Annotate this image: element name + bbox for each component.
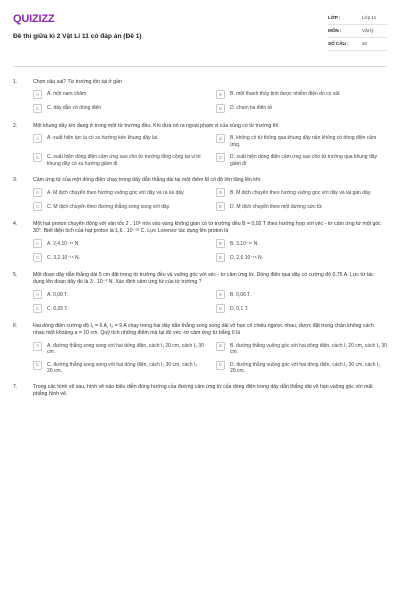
- option-text: C. 3,2.10⁻¹⁵ N.: [47, 254, 81, 261]
- answer-option[interactable]: [216, 202, 387, 212]
- option-text: D. 2,6.10⁻¹⁵ N.: [230, 254, 264, 261]
- answer-option[interactable]: [33, 253, 204, 263]
- question-list: [0, 67, 400, 399]
- question-item: [13, 384, 387, 398]
- question-number: 7.: [13, 384, 18, 391]
- question-number: 2.: [13, 122, 18, 129]
- question-header: [13, 384, 387, 398]
- option-text: D. xuất hiện dòng điện cảm ứng sao cho từ trường qua khung dây giảm đi: [230, 154, 378, 168]
- question-number: 6.: [13, 322, 18, 329]
- meta-row-class: [328, 12, 388, 25]
- option-letter-box[interactable]: A: [33, 90, 42, 99]
- option-letter-box[interactable]: D: [216, 153, 225, 162]
- answer-option[interactable]: [33, 188, 204, 198]
- question-text: Một khung dây kín đang ở trong một từ trường đều. Khi đưa nó ra ngoài phạm vi của vùng có từ trường thì: [33, 122, 279, 129]
- answer-option[interactable]: [33, 290, 204, 300]
- option-letter-box[interactable]: D: [216, 304, 225, 313]
- option-text: D. M dịch chuyển theo một đường sức từ.: [230, 203, 324, 210]
- answer-option[interactable]: [33, 341, 204, 356]
- meta-row-subject: [328, 25, 388, 38]
- answer-option[interactable]: [216, 188, 387, 198]
- answer-option[interactable]: [33, 360, 204, 375]
- option-letter-box[interactable]: C: [33, 253, 42, 262]
- option-text: B. M dịch chuyển theo hướng vuông góc với dây và lại gần dây.: [230, 189, 372, 196]
- question-header: [13, 221, 387, 235]
- answer-option[interactable]: [216, 104, 387, 114]
- option-text: A. một nam châm: [47, 91, 87, 98]
- answer-options: [13, 341, 387, 375]
- option-letter-box[interactable]: D: [216, 202, 225, 211]
- meta-row-question-count: [328, 38, 388, 51]
- answer-option[interactable]: [33, 134, 204, 149]
- question-header: [13, 79, 387, 86]
- document-title: Đề thi giữa kì 2 Vật Lí 11 có đáp án (Đề 1): [13, 32, 142, 40]
- option-letter-box[interactable]: C: [33, 153, 42, 162]
- option-text: C. M dịch chuyển theo đường thẳng song song với dây.: [47, 203, 171, 210]
- question-number: 1.: [13, 78, 18, 85]
- option-text: B. không có từ thông qua khung dây nên không có dòng điện cảm ứng.: [230, 135, 377, 149]
- question-number: 5.: [13, 271, 18, 278]
- option-text: D. 0,1 T.: [230, 305, 249, 312]
- answer-option[interactable]: [216, 90, 387, 100]
- answer-options: [13, 239, 387, 263]
- option-text: A. 0,08 T.: [47, 291, 69, 298]
- question-item: [13, 272, 387, 314]
- option-letter-box[interactable]: B: [216, 134, 225, 143]
- meta-value: Vật lý: [362, 27, 374, 33]
- answer-option[interactable]: [216, 153, 387, 168]
- question-text: Một hạt proton chuyển động với vận tốc 2 . 10⁶ m/s vào vùng không gian có từ trường đều B = 0,02 T theo hướng hợp với véc - tơ cảm ứng từ một góc 30°. Biết điện tích của hạt proton là 1,6 . 10⁻¹⁹ C. Lực Lorenxơ tác dụng lên proton là: [33, 220, 381, 234]
- answer-option[interactable]: [216, 239, 387, 249]
- answer-options: [13, 290, 387, 314]
- answer-option[interactable]: [33, 153, 204, 168]
- answer-option[interactable]: [216, 341, 387, 356]
- meta-label: SỐ CÂU :: [328, 40, 349, 46]
- option-letter-box[interactable]: A: [33, 134, 42, 143]
- option-text: A. 2,4.10⁻¹⁵ N.: [47, 240, 80, 247]
- question-text: Hai dòng điện cường độ I₁ = 6 A, I₂ = 9 A chạy trong hai dây dẫn thẳng song song dài vô hạn có chiều ngược nhau, được đặt trong chân không cách nhau một khoảng a = 10 cm. Quỹ tích những điểm mà tại đó véc -tơ cảm ứng từ bằng 0 là: [33, 322, 374, 336]
- meta-value: 20: [362, 40, 368, 46]
- answer-option[interactable]: [216, 134, 387, 149]
- option-letter-box[interactable]: C: [33, 361, 42, 370]
- question-number: 4.: [13, 220, 18, 227]
- option-text: B. 0,06 T.: [230, 291, 252, 298]
- option-text: A. đường thẳng song song với hai dòng điện, cách I₁ 20 cm, cách I₂ 30 cm.: [47, 342, 204, 356]
- answer-option[interactable]: [33, 104, 204, 114]
- option-letter-box[interactable]: C: [33, 104, 42, 113]
- answer-option[interactable]: [33, 90, 204, 100]
- question-item: [13, 123, 387, 168]
- answer-option[interactable]: [33, 239, 204, 249]
- option-text: C. dây dẫn có dòng điện: [47, 105, 102, 112]
- option-text: D. đường thẳng vuông góc với hai dòng điện, cách I₁ 30 cm, cách I₂ 20 cm.: [230, 361, 381, 375]
- option-text: C. 0,05 T.: [47, 305, 69, 312]
- question-item: [13, 221, 387, 263]
- option-letter-box[interactable]: B: [216, 90, 225, 99]
- question-header: [13, 323, 387, 337]
- meta-value: Lớp 11: [362, 14, 377, 20]
- answer-options: [13, 188, 387, 212]
- option-letter-box[interactable]: B: [216, 239, 225, 248]
- option-text: B. một thanh thủy tinh được nhiễm điện do cọ xát: [230, 91, 340, 98]
- option-letter-box[interactable]: A: [33, 342, 42, 351]
- option-letter-box[interactable]: D: [216, 253, 225, 262]
- option-letter-box[interactable]: B: [216, 342, 225, 351]
- option-letter-box[interactable]: D: [216, 361, 225, 370]
- question-number: 3.: [13, 176, 18, 183]
- option-letter-box[interactable]: A: [33, 290, 42, 299]
- answer-option[interactable]: [216, 360, 387, 375]
- option-text: A. xuất hiện lực lạ có xu hướng kéo khung dây lại.: [47, 135, 159, 142]
- question-header: [13, 272, 387, 286]
- option-letter-box[interactable]: B: [216, 290, 225, 299]
- option-text: A. M dịch chuyển theo hướng vuông góc với dây và ra xa dây.: [47, 189, 185, 196]
- answer-options: [13, 90, 387, 114]
- answer-option[interactable]: [216, 253, 387, 263]
- question-item: [13, 79, 387, 114]
- option-letter-box[interactable]: A: [33, 188, 42, 197]
- option-letter-box[interactable]: A: [33, 239, 42, 248]
- option-text: C. xuất hiện dòng điện cảm ứng sao cho từ trường tổng cộng tại vị trí khung dây có xu hướng giảm đi.: [47, 154, 201, 168]
- meta-panel: [328, 12, 388, 51]
- option-text: B. đường thẳng vuông góc với hai dòng điện, cách I₁ 20 cm, cách I₂ 30 cm.: [230, 342, 387, 356]
- answer-options: [13, 134, 387, 168]
- answer-option[interactable]: [33, 304, 204, 314]
- option-letter-box[interactable]: D: [216, 104, 225, 113]
- question-item: [13, 323, 387, 375]
- answer-option[interactable]: [216, 304, 387, 314]
- meta-label: LỚP :: [328, 14, 341, 20]
- question-header: [13, 177, 387, 184]
- quizizz-logo: QUIZIZZ: [13, 13, 55, 25]
- option-text: D. chùm tia điện tử: [230, 105, 273, 112]
- answer-option[interactable]: [216, 290, 387, 300]
- question-text: Cảm ứng từ của một dòng điện chạy trong dây dẫn thẳng dài tại một điểm M có độ lớn tăng lên khi: [33, 176, 260, 183]
- option-text: B. 3.10⁻¹⁵ N.: [230, 240, 259, 247]
- meta-label: MÔN :: [328, 27, 342, 33]
- document-header: [0, 0, 400, 66]
- question-text: Một đoạn dây dẫn thẳng dài 5 cm đặt trong từ trường đều và vuông góc với véc - tơ cảm ứng từ. Dòng điện qua dây có cường độ 0,75 A. Lực từ tác dụng lên đoạn dây đó là 3 . 10⁻³ N. Xác định cảm ứng từ của từ trường ?: [33, 271, 374, 285]
- option-letter-box[interactable]: C: [33, 202, 42, 211]
- question-item: [13, 177, 387, 212]
- answer-option[interactable]: [33, 202, 204, 212]
- option-text: C. đường thẳng song song với hai dòng điện, cách I₁ 30 cm, cách I₂ 20 cm.: [47, 361, 198, 375]
- question-text: Trong các hình vẽ sau, hình vẽ nào biểu diễn đúng hướng của đường cảm ứng từ của dòng điện trong dây dẫn thẳng dài vô hạn vuông góc với mặt phẳng hình vẽ.: [33, 384, 373, 398]
- question-header: [13, 123, 387, 130]
- question-text: Chọn câu sai? Từ trường tồn tại ở gần: [33, 78, 122, 85]
- option-letter-box[interactable]: C: [33, 304, 42, 313]
- option-letter-box[interactable]: B: [216, 188, 225, 197]
